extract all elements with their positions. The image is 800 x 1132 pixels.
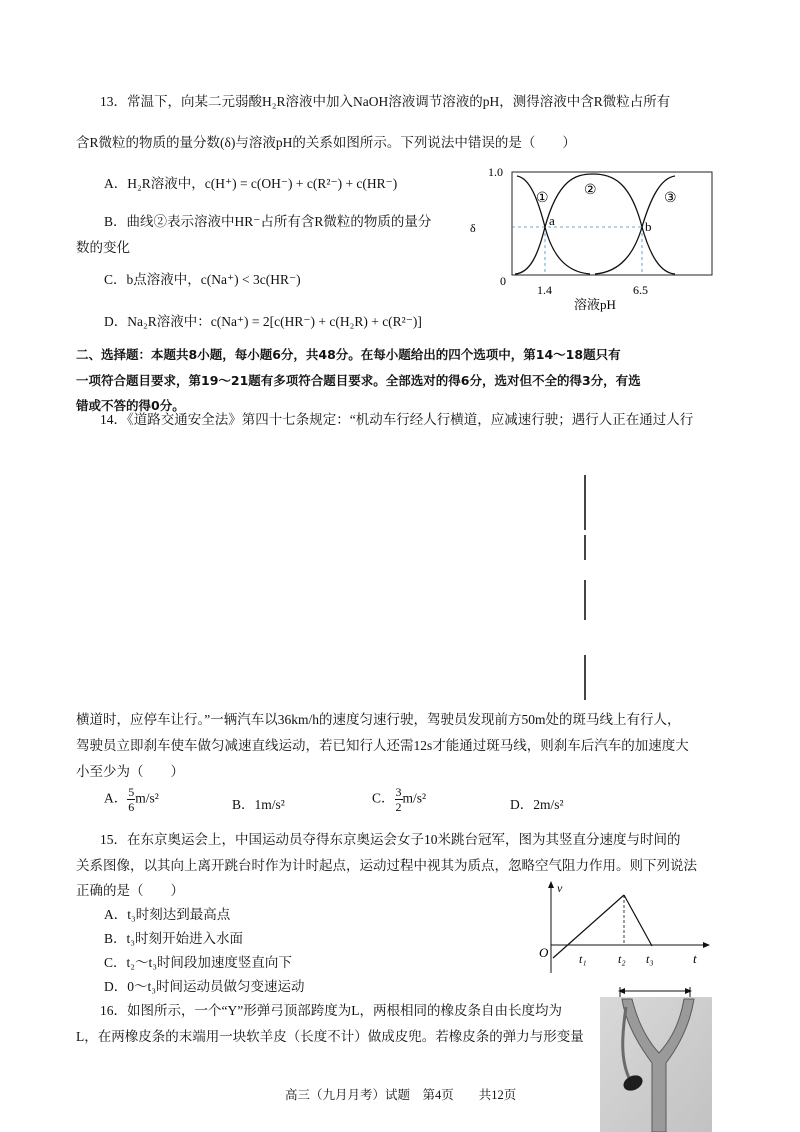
- page-footer: 高三（九月月考）试题 第4页 共12页: [285, 1088, 517, 1102]
- curve-3: [595, 176, 675, 274]
- origin-label: O: [539, 945, 549, 960]
- slingshot-photo: [600, 985, 712, 1132]
- q13-option-c: C．b点溶液中，c(Na⁺) < 3c(HR⁻): [104, 272, 301, 287]
- y-tick-top: 1.0: [488, 165, 503, 179]
- t1-label: t₁: [579, 952, 587, 966]
- x-tick-2: 6.5: [633, 283, 648, 297]
- q13-line1: 13．常温下，向某二元弱酸H₂R溶液中加入NaOH溶液调节溶液的pH，测得溶液中含R微粒占所有: [100, 94, 671, 109]
- t-axis-label: t: [693, 951, 697, 966]
- margin-mark: [584, 655, 586, 700]
- q14-option-c: [372, 785, 426, 814]
- q14-line3: 驾驶员立即刹车使车做匀减速直线运动，若已知行人还需12s才能通过斑马线，则刹车后汽车的加速度大: [76, 738, 689, 753]
- section2-line3: 错或不答的得0分。: [76, 398, 185, 413]
- q15-option-d: D．0～t₃时间运动员做匀变速运动: [104, 979, 305, 994]
- q15-option-a: A．t₃时刻达到最高点: [104, 907, 231, 922]
- t2-label: t₂: [618, 952, 626, 966]
- q15-vt-graph: [535, 878, 710, 978]
- margin-mark: [584, 475, 586, 530]
- v-axis-label: v: [557, 881, 563, 895]
- q14-option-c-unit: m/s²: [402, 790, 427, 806]
- x-axis-label: 溶液pH: [574, 297, 616, 312]
- t3-label: t₃: [646, 952, 654, 966]
- chart-frame: [512, 172, 712, 275]
- point-b-label: b: [645, 219, 652, 234]
- q14-option-a-unit: m/s²: [135, 790, 159, 806]
- q14-option-c-prefix: C．: [372, 790, 395, 806]
- q14-option-a-prefix: A．: [104, 790, 128, 806]
- point-a-label: a: [549, 213, 555, 228]
- q14-option-a-num: 5: [128, 785, 135, 799]
- q15-option-b: B．t₃时刻开始进入水面: [104, 931, 243, 946]
- q13-distribution-chart: [470, 160, 730, 315]
- q13-option-d: D．Na₂R溶液中：c(Na⁺) = 2[c(HR⁻) + c(H₂R) + c(R²⁻)]: [104, 314, 422, 329]
- curve-label-2: ②: [584, 183, 597, 198]
- y-tick-zero: 0: [500, 274, 506, 288]
- q15-option-c: C．t₂～t₃时间段加速度竖直向下: [104, 955, 292, 970]
- q13-option-b-line1: B．曲线②表示溶液中HR⁻占所有含R微粒的物质的量分: [104, 214, 432, 229]
- q14-option-c-den: 2: [395, 800, 402, 814]
- q14-line2: 横道时，应停车让行。”一辆汽车以36km/h的速度匀速行驶，驾驶员发现前方50m处的斑马线上有行人，: [76, 712, 681, 727]
- q15-line2: 关系图像，以其向上离开跳台时作为计时起点，运动过程中视其为质点，忽略空气阻力作用。则下列说法: [76, 858, 697, 873]
- y-axis-label: δ: [470, 221, 476, 235]
- q15-line1: 15．在东京奥运会上，中国运动员夺得东京奥运会女子10米跳台冠军，图为其竖直分速度与时间的: [100, 832, 681, 847]
- q16-line1: 16．如图所示，一个“Y”形弹弓顶部跨度为L，两根相同的橡皮条自由长度均为: [100, 1003, 562, 1018]
- q14-option-a-den: 6: [128, 800, 135, 814]
- q14-option-a: [104, 785, 159, 814]
- q13-option-b-line2: 数的变化: [76, 240, 130, 255]
- margin-mark: [584, 535, 586, 560]
- margin-mark: [584, 580, 586, 620]
- q15-line3: 正确的是（ ）: [76, 883, 184, 898]
- q16-line2: L，在两橡皮条的末端用一块软羊皮（长度不计）做成皮兜。若橡皮条的弹力与形变量: [76, 1029, 584, 1044]
- q13-line2: 含R微粒的物质的量分数(δ)与溶液pH的关系如图所示。下列说法中错误的是（ ）: [76, 135, 576, 150]
- q14-option-b: B．1m/s²: [232, 797, 285, 812]
- section2-line2: 一项符合题目要求，第19～21题有多项符合题目要求。全部选对的得6分，选对但不全的得3分，有选: [76, 373, 641, 388]
- q14-option-d: D．2m/s²: [510, 797, 564, 812]
- x-tick-1: 1.4: [537, 283, 552, 297]
- q14-line1: 14．《道路交通安全法》第四十七条规定：“机动车行经人行横道，应减速行驶；遇行人正在通过人行: [100, 412, 694, 427]
- section2-line1: 二、选择题：本题共8小题，每小题6分，共48分。在每小题给出的四个选项中，第14～18题只有: [76, 347, 621, 362]
- q14-line4: 小至少为（ ）: [76, 764, 184, 779]
- q14-option-c-num: 3: [395, 785, 402, 799]
- curve-label-1: ①: [536, 191, 549, 206]
- q13-option-a: A．H₂R溶液中，c(H⁺) = c(OH⁻) + c(R²⁻) + c(HR⁻): [104, 176, 398, 191]
- curve-label-3: ③: [664, 191, 677, 206]
